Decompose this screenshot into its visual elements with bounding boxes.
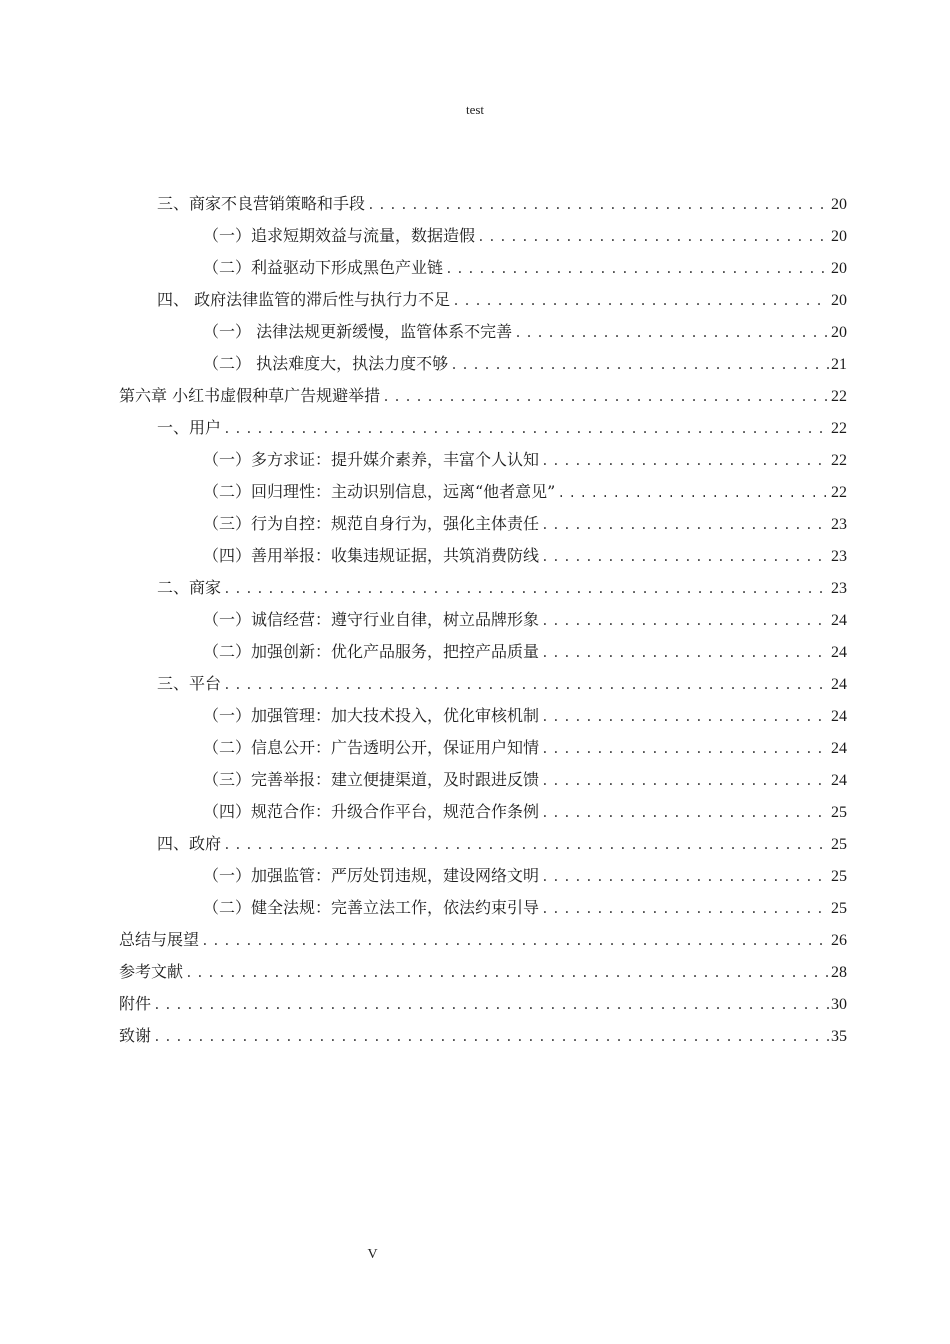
toc-entry-title: （一）诚信经营：遵守行业自律，树立品牌形象 (203, 610, 540, 629)
toc-dot-leader (223, 574, 829, 606)
toc-entry-title: （一）多方求证：提升媒介素养，丰富个人认知 (203, 450, 540, 469)
toc-dot-leader (450, 350, 829, 382)
toc-entry-title: （三）行为自控：规范自身行为，强化主体责任 (203, 514, 540, 533)
toc-dot-leader (382, 382, 829, 414)
toc-dot-leader (541, 510, 829, 542)
toc-entry-page: 30 (831, 996, 847, 1013)
toc-entry[interactable] (119, 476, 847, 508)
toc-entry-title: （四）规范合作：升级合作平台，规范合作条例 (203, 802, 540, 821)
toc-entry-page: 20 (831, 324, 847, 341)
toc-entry-title: （二） 执法难度大，执法力度不够 (203, 354, 449, 373)
toc-entry-title: 总结与展望 (119, 930, 200, 949)
toc-entry[interactable] (119, 380, 847, 412)
toc-entry-title: （三）完善举报：建立便捷渠道，及时跟进反馈 (203, 770, 540, 789)
toc-entry[interactable] (119, 1020, 847, 1052)
toc-entry-title: （二）利益驱动下形成黑色产业链 (203, 258, 444, 277)
toc-entry-page: 20 (831, 228, 847, 245)
toc-entry-page: 24 (831, 676, 847, 693)
toc-entry[interactable] (119, 316, 847, 348)
toc-entry[interactable] (119, 668, 847, 700)
toc-dot-leader (201, 926, 829, 958)
toc-dot-leader (541, 446, 829, 478)
toc-entry-title: 三、商家不良营销策略和手段 (157, 194, 366, 213)
toc-entry-page: 22 (831, 452, 847, 469)
toc-dot-leader (223, 830, 829, 862)
toc-entry-title: （二）回归理性：主动识别信息，远离“他者意见” (203, 482, 556, 501)
toc-entry-page: 35 (831, 1028, 847, 1045)
toc-entry-page: 24 (831, 708, 847, 725)
toc-dot-leader (477, 222, 829, 254)
toc-entry-page: 22 (831, 420, 847, 437)
toc-entry[interactable] (119, 284, 847, 316)
toc-entry[interactable] (119, 252, 847, 284)
toc-entry[interactable] (119, 924, 847, 956)
toc-entry-page: 24 (831, 772, 847, 789)
page-header: test (465, 102, 485, 117)
toc-dot-leader (541, 894, 829, 926)
page-number: V (367, 1247, 378, 1262)
toc-dot-leader (452, 286, 829, 318)
toc-entry-title: （一） 法律法规更新缓慢，监管体系不完善 (203, 322, 513, 341)
toc-dot-leader (541, 862, 829, 894)
toc-entry-title: 四、 政府法律监管的滞后性与执行力不足 (157, 290, 451, 309)
toc-dot-leader (541, 798, 829, 830)
toc-entry-title: 参考文献 (119, 962, 184, 981)
toc-entry-title: 致谢 (119, 1026, 152, 1045)
toc-entry-page: 24 (831, 740, 847, 757)
toc-entry[interactable] (119, 988, 847, 1020)
toc-entry[interactable] (119, 636, 847, 668)
toc-entry-page: 23 (831, 548, 847, 565)
toc-entry-title: 二、商家 (157, 578, 222, 597)
toc-dot-leader (223, 414, 829, 446)
toc-entry[interactable] (119, 540, 847, 572)
toc-entry[interactable] (119, 444, 847, 476)
toc-entry[interactable] (119, 956, 847, 988)
toc-entry[interactable] (119, 188, 847, 220)
toc-entry-title: （二）健全法规：完善立法工作，依法约束引导 (203, 898, 540, 917)
toc-dot-leader (185, 958, 829, 990)
toc-entry-title: 一、用户 (157, 418, 222, 437)
toc-entry-title: 三、平台 (157, 674, 222, 693)
toc-entry-page: 24 (831, 612, 847, 629)
toc-entry[interactable] (119, 732, 847, 764)
toc-entry-page: 21 (831, 356, 847, 373)
toc-entry-page: 24 (831, 644, 847, 661)
toc-entry[interactable] (119, 348, 847, 380)
toc-entry-page: 22 (831, 388, 847, 405)
toc-entry-page: 25 (831, 900, 847, 917)
toc-entry-page: 26 (831, 932, 847, 949)
toc-dot-leader (541, 638, 829, 670)
toc-entry-title: （一）加强管理：加大技术投入，优化审核机制 (203, 706, 540, 725)
toc-entry-title: （四）善用举报：收集违规证据，共筑消费防线 (203, 546, 540, 565)
toc-dot-leader (541, 766, 829, 798)
toc-entry[interactable] (119, 508, 847, 540)
toc-entry-page: 22 (831, 484, 847, 501)
toc-entry-title: （二）加强创新：优化产品服务，把控产品质量 (203, 642, 540, 661)
toc-dot-leader (541, 542, 829, 574)
toc-entry-page: 23 (831, 516, 847, 533)
toc-dot-leader (367, 190, 829, 222)
toc-dot-leader (557, 478, 829, 510)
toc-dot-leader (153, 1022, 829, 1054)
toc-entry[interactable] (119, 700, 847, 732)
table-of-contents (119, 188, 847, 1052)
toc-entry-page: 25 (831, 836, 847, 853)
toc-entry-title: （一）追求短期效益与流量，数据造假 (203, 226, 476, 245)
toc-dot-leader (541, 606, 829, 638)
toc-entry[interactable] (119, 892, 847, 924)
toc-dot-leader (541, 734, 829, 766)
toc-entry-page: 20 (831, 196, 847, 213)
toc-entry[interactable] (119, 860, 847, 892)
toc-entry[interactable] (119, 412, 847, 444)
toc-entry-title: （一）加强监管：严厉处罚违规，建设网络文明 (203, 866, 540, 885)
toc-entry[interactable] (119, 828, 847, 860)
toc-entry[interactable] (119, 220, 847, 252)
toc-dot-leader (153, 990, 829, 1022)
toc-entry-page: 25 (831, 868, 847, 885)
toc-entry-title: 第六章 小红书虚假种草广告规避举措 (119, 386, 381, 405)
toc-entry-page: 23 (831, 580, 847, 597)
toc-entry-page: 20 (831, 260, 847, 277)
toc-entry-page: 28 (831, 964, 847, 981)
toc-entry[interactable] (119, 764, 847, 796)
toc-dot-leader (541, 702, 829, 734)
toc-entry[interactable] (119, 796, 847, 828)
toc-dot-leader (514, 318, 829, 350)
toc-entry-title: 附件 (119, 994, 152, 1013)
toc-entry-page: 25 (831, 804, 847, 821)
toc-entry-title: 四、政府 (157, 834, 222, 853)
toc-dot-leader (223, 670, 829, 702)
toc-entry-title: （二）信息公开：广告透明公开，保证用户知情 (203, 738, 540, 757)
toc-dot-leader (445, 254, 829, 286)
toc-entry[interactable] (119, 604, 847, 636)
toc-entry[interactable] (119, 572, 847, 604)
toc-entry-page: 20 (831, 292, 847, 309)
